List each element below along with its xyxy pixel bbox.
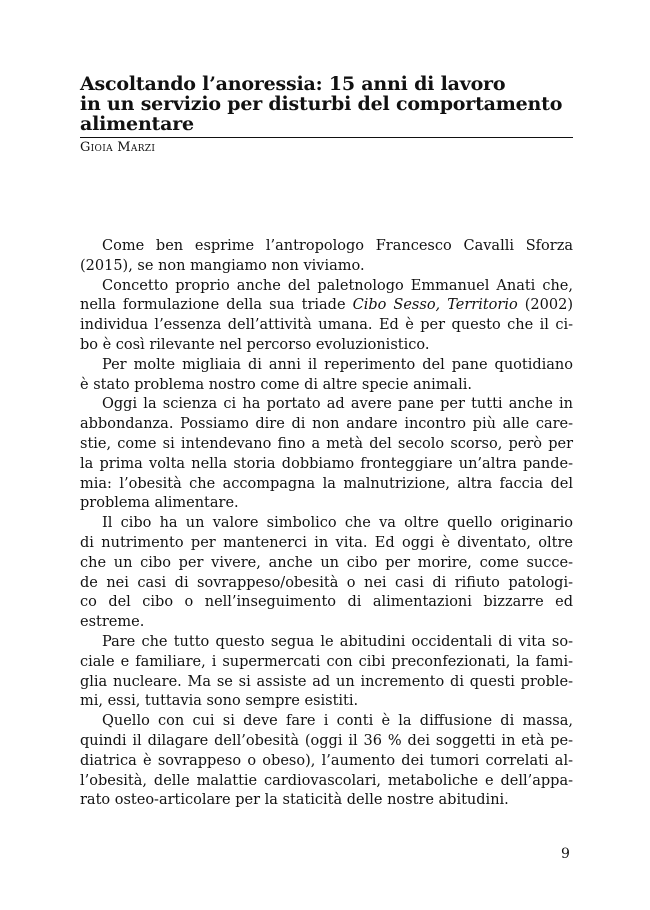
body-line: Concetto proprio anche del paletnologo Emmanuel Anati che, xyxy=(102,277,573,294)
body-line: estreme. xyxy=(80,614,145,631)
body-line: Pare che tutto questo segua le abitudini occidentali di vita so- xyxy=(102,633,573,650)
body-line: mi, essi, tuttavia sono sempre esistiti. xyxy=(80,693,359,710)
body-line: quindi il dilagare dell’obesità (oggi il 36 % dei soggetti in età pe- xyxy=(80,732,573,749)
article-title-line: alimentare xyxy=(80,113,194,135)
body-line: stie, come si intendevano fino a metà del secolo scorso, però per xyxy=(80,435,573,452)
body-line: co del cibo o nell’inseguimento di alimentazioni bizzarre ed xyxy=(80,594,573,611)
body-line: Per molte migliaia di anni il reperimento del pane quotidiano xyxy=(102,356,573,373)
body-line: individua l’essenza dell’attività umana. Ed è per questo che il ci- xyxy=(80,317,573,334)
article-title-line: Ascoltando l’anoressia: 15 anni di lavoro xyxy=(80,73,506,95)
body-line: ciale e familiare, i supermercati con cibi preconfezionati, la fami- xyxy=(80,653,573,670)
article-header xyxy=(80,74,573,155)
body-line: la prima volta nella storia dobbiamo fronteggiare un’altra pande- xyxy=(80,455,573,472)
title-rule xyxy=(80,137,573,138)
article-author: Gioia Marzi xyxy=(80,140,156,155)
body-line: (2015), se non mangiamo non viviamo. xyxy=(80,257,365,274)
book-title: Cibo Sesso, Territorio xyxy=(352,297,518,314)
body-line: de nei casi di sovrappeso/obesità o nei casi di rifiuto patologi- xyxy=(80,574,573,591)
body-line: Quello con cui si deve fare i conti è la diffusione di massa, xyxy=(102,713,573,730)
body-line: è stato problema nostro come di altre specie animali. xyxy=(80,376,473,393)
body-line: abbondanza. Possiamo dire di non andare incontro più alle care- xyxy=(80,416,573,433)
body-line: di nutrimento per mantenerci in vita. Ed oggi è diventato, oltre xyxy=(80,534,573,551)
page-number: 9 xyxy=(561,846,570,862)
body-line: Come ben esprime l’antropologo Francesco Cavalli Sforza xyxy=(102,238,573,254)
body-line: glia nucleare. Ma se si assiste ad un incremento di questi proble- xyxy=(80,673,573,690)
body-line: l’obesità, delle malattie cardiovascolari, metaboliche e dell’appa- xyxy=(80,772,573,789)
body-line: bo è così rilevante nel percorso evoluzionistico. xyxy=(80,336,430,353)
body-line: rato osteo-articolare per la staticità delle nostre abitudini. xyxy=(80,792,509,809)
body-line: nella formulazione della sua triade Cibo Sesso, Territorio (2002) xyxy=(80,297,573,314)
article-title-line: in un servizio per disturbi del comportamento xyxy=(80,93,563,115)
body-line: che un cibo per vivere, anche un cibo per morire, come succe- xyxy=(80,554,573,571)
body-line: Il cibo ha un valore simbolico che va oltre quello originario xyxy=(102,515,573,532)
body-line: mia: l’obesità che accompagna la malnutrizione, altra faccia del xyxy=(80,475,573,492)
body-line: problema alimentare. xyxy=(80,495,239,512)
article-body xyxy=(80,237,573,811)
article-title xyxy=(80,74,573,134)
body-line: diatrica è sovrappeso o obeso), l’aumento dei tumori correlati al- xyxy=(80,752,573,769)
body-line: Oggi la scienza ci ha portato ad avere pane per tutti anche in xyxy=(102,396,573,413)
